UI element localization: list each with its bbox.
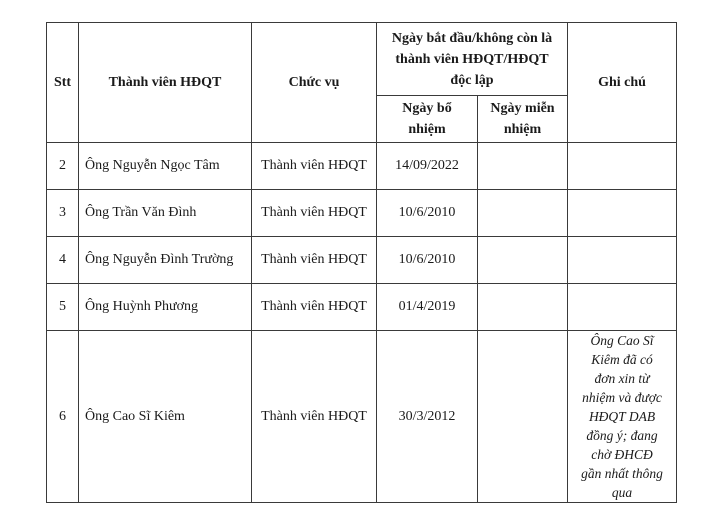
row-dismissed-date [478,237,568,284]
table-row [47,190,677,237]
row-appointed-date: 10/6/2010 [377,237,478,284]
row-member-name: Ông Nguyễn Đình Trường [79,237,252,284]
row-note: Ông Cao Sĩ Kiêm đã có đơn xin từ nhiệm và được HĐQT DAB đồng ý; đang chờ ĐHCĐ gần nhất thông qua [568,331,677,503]
table-row [47,143,677,190]
header-date-group: Ngày bắt đầu/không còn là thành viên HĐQT/HĐQT độc lập [377,23,568,96]
row-member-name: Ông Huỳnh Phương [79,284,252,331]
header-member: Thành viên HĐQT [79,23,252,143]
row-position: Thành viên HĐQT [252,143,377,190]
row-position: Thành viên HĐQT [252,190,377,237]
row-note [568,284,677,331]
header-position: Chức vụ [252,23,377,143]
row-position: Thành viên HĐQT [252,331,377,503]
row-stt: 5 [47,284,79,331]
row-dismissed-date [478,143,568,190]
board-members-table [46,22,677,503]
header-stt: Stt [47,23,79,143]
row-member-name: Ông Nguyễn Ngọc Tâm [79,143,252,190]
row-note [568,190,677,237]
row-appointed-date: 01/4/2019 [377,284,478,331]
row-dismissed-date [478,284,568,331]
row-member-name: Ông Trần Văn Đình [79,190,252,237]
row-note [568,237,677,284]
table-row [47,237,677,284]
row-member-name: Ông Cao Sĩ Kiêm [79,331,252,503]
row-position: Thành viên HĐQT [252,284,377,331]
row-stt: 2 [47,143,79,190]
row-stt: 6 [47,331,79,503]
row-stt: 3 [47,190,79,237]
row-dismissed-date [478,331,568,503]
header-appointed: Ngày bổ nhiệm [377,96,478,143]
row-position: Thành viên HĐQT [252,237,377,284]
table-row [47,284,677,331]
row-note [568,143,677,190]
table-row [47,331,677,503]
row-stt: 4 [47,237,79,284]
row-appointed-date: 14/09/2022 [377,143,478,190]
row-dismissed-date [478,190,568,237]
row-appointed-date: 10/6/2010 [377,190,478,237]
header-note: Ghi chú [568,23,677,143]
row-appointed-date: 30/3/2012 [377,331,478,503]
header-dismissed: Ngày miễn nhiệm [478,96,568,143]
